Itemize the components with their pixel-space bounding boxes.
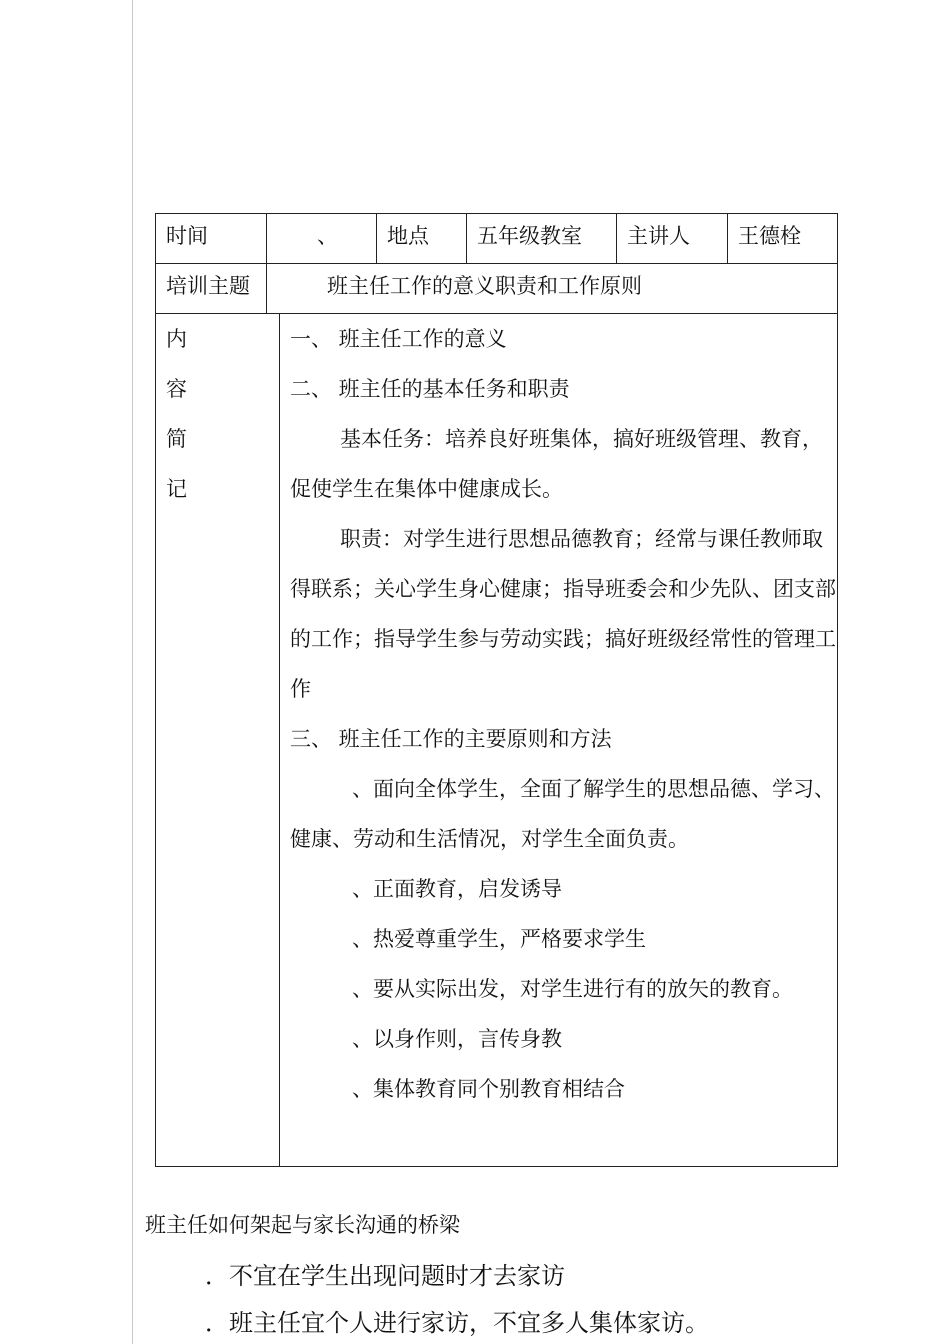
section-heading-1: 一、 班主任工作的意义 — [290, 327, 507, 351]
principle-item: 、热爱尊重学生，严格要求学生 — [352, 927, 646, 951]
topic-value: 班主任工作的意义职责和工作原则 — [267, 264, 838, 314]
page-margin-line — [132, 0, 133, 1344]
principle-item: 、要从实际出发，对学生进行有的放矢的教育。 — [352, 977, 793, 1001]
content-row — [156, 314, 838, 1167]
topic-row — [156, 264, 838, 314]
content-label-char: 内 — [166, 327, 187, 351]
list-item: ．不宜在学生出现问题时才去家访 — [205, 1262, 565, 1290]
principle-item: 、面向全体学生，全面了解学生的思想品德、学习、健康、劳动和生活情况，对学生全面负责。 — [290, 777, 835, 851]
place-value: 五年级教室 — [467, 214, 617, 264]
content-label-char: 记 — [166, 477, 187, 501]
host-label: 主讲人 — [617, 214, 728, 264]
place-label: 地点 — [377, 214, 467, 264]
principle-item: 、集体教育同个别教育相结合 — [352, 1077, 625, 1101]
section-heading-2: 二、 班主任的基本任务和职责 — [290, 377, 570, 401]
section-title: 班主任如何架起与家长沟通的桥梁 — [145, 1213, 460, 1237]
time-label: 时间 — [156, 214, 267, 264]
time-value: 、 — [267, 214, 377, 264]
content-label — [156, 314, 280, 1167]
training-record-table — [155, 213, 838, 1167]
section-heading-3: 三、 班主任工作的主要原则和方法 — [290, 727, 612, 751]
content-label-char: 容 — [166, 377, 187, 401]
host-value: 王德栓 — [728, 214, 838, 264]
content-label-char: 简 — [166, 427, 187, 451]
topic-label: 培训主题 — [156, 264, 267, 314]
list-item: ．班主任宜个人进行家访，不宜多人集体家访。 — [205, 1309, 709, 1337]
duties-paragraph: 职责：对学生进行思想品德教育；经常与课任教师取得联系；关心学生身心健康；指导班委会和少先队、团支部的工作；指导学生参与劳动实践；搞好班级经常性的管理工作 — [290, 527, 836, 701]
basic-task-paragraph: 基本任务：培养良好班集体，搞好班级管理、教育，促使学生在集体中健康成长。 — [290, 427, 823, 501]
header-row — [156, 214, 838, 264]
principle-item: 、以身作则，言传身教 — [352, 1027, 562, 1051]
content-body — [280, 314, 838, 1167]
principle-item: 、正面教育，启发诱导 — [352, 877, 562, 901]
